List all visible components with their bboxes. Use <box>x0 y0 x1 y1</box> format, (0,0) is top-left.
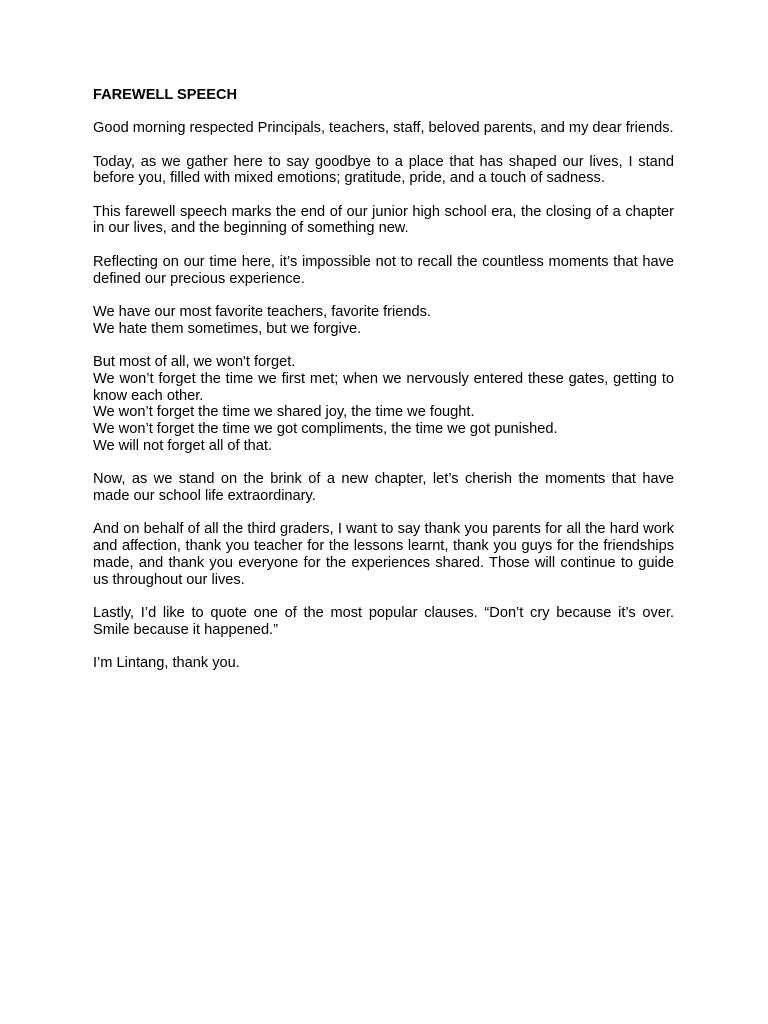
speech-content <box>93 87 674 688</box>
line-compliments: We won’t forget the time we got compliments, the time we got punished. <box>93 421 558 438</box>
line-first-met: We won’t forget the time we first met; when we nervously entered these gates, getting to know each other. <box>93 370 674 404</box>
line-hate-them: We hate them sometimes, but we forgive. <box>93 320 362 337</box>
paragraph-today: Today, as we gather here to say goodbye to a place that has shaped our lives, I stand before you, filled with mixed emotions; gratitude, pride, and a touch of sadness. <box>93 153 674 187</box>
paragraph-reflecting: Reflecting on our time here, it’s impossible not to recall the countless moments that have defined our precious experience. <box>93 253 674 287</box>
paragraph-farewell: This farewell speech marks the end of our junior high school era, the closing of a chapter in our lives, and the beginning of something new. <box>93 203 674 237</box>
line-most-of-all: But most of all, we won't forget. <box>93 353 296 370</box>
paragraph-signoff: I’m Lintang, thank you. <box>93 655 240 672</box>
paragraph-quote: Lastly, I’d like to quote one of the most popular clauses. “Don’t cry because it’s over. Smile because it happened.” <box>93 605 674 638</box>
block-teachers <box>93 304 674 338</box>
paragraph-greeting: Good morning respected Principals, teachers, staff, beloved parents, and my dear friends. <box>93 120 674 137</box>
line-shared-joy: We won’t forget the time we shared joy, the time we fought. <box>93 404 475 421</box>
document-title: FAREWELL SPEECH <box>93 87 238 103</box>
line-not-forget: We will not forget all of that. <box>93 437 272 454</box>
paragraph-new-chapter: Now, as we stand on the brink of a new chapter, let’s cherish the moments that have made our school life extraordinary. <box>93 471 674 505</box>
block-wont-forget <box>93 354 674 455</box>
paragraph-thanks: And on behalf of all the third graders, I want to say thank you parents for all the hard work and affection, thank you teacher for the lessons learnt, thank you guys for the friendships made, and thank you everyone for the experiences shared. Those will continue to guide us throughout our lives. <box>93 521 674 588</box>
line-favorite-teachers: We have our most favorite teachers, favorite friends. <box>93 303 431 320</box>
